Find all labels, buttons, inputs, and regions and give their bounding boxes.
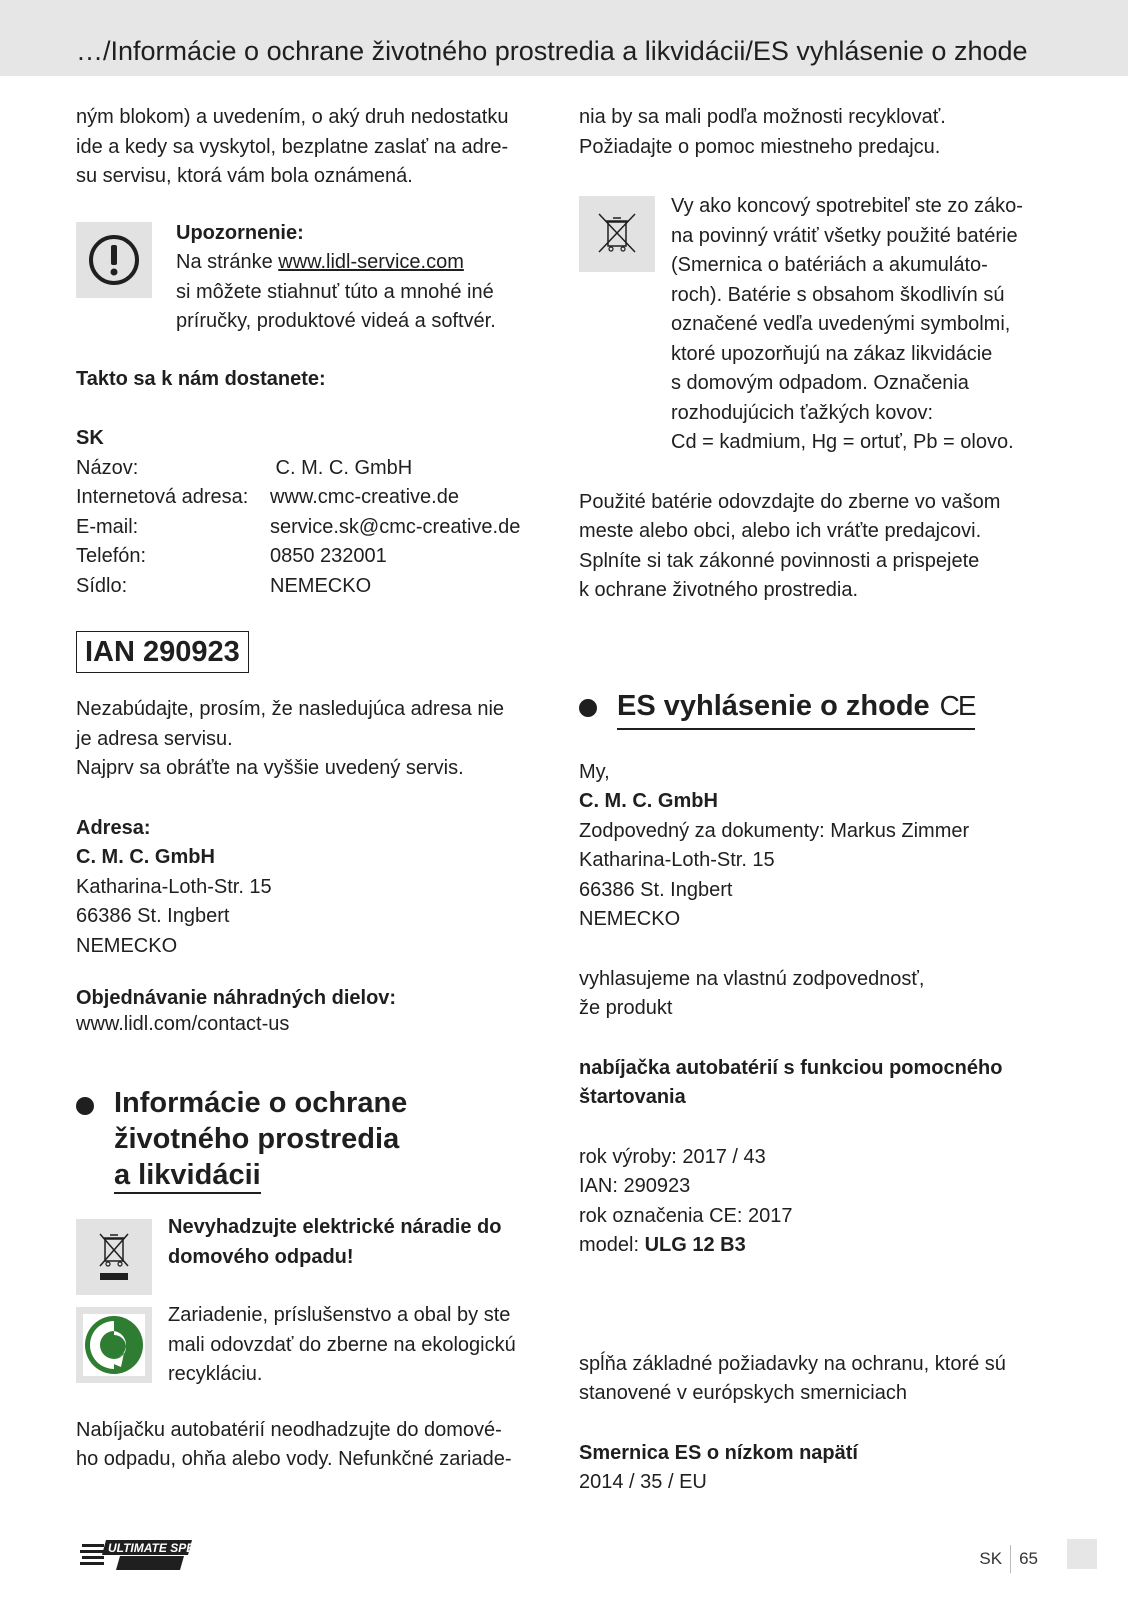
es-detail-line: IAN: 290923 xyxy=(579,1175,691,1197)
recycle-text xyxy=(168,1304,516,1390)
env-title-line: životného prostredia xyxy=(114,1123,400,1155)
battery-line: Vy ako koncový spotrebiteľ ste zo záko- xyxy=(671,195,1023,217)
left-column xyxy=(76,103,546,1475)
battery-return-line: Použité batérie odovzdajte do zberne vo vašom xyxy=(579,490,1001,513)
logo-text: ULTIMATE SPEED xyxy=(108,1541,211,1555)
disposal-line: ho odpadu, ohňa alebo vody. Nefunkčné zariade- xyxy=(76,1448,512,1470)
es-section-heading xyxy=(579,686,1059,730)
battery-return-line: Splníte si tak zákonné povinnosti a prispejete xyxy=(579,549,980,572)
address-line: NEMECKO xyxy=(76,934,178,957)
es-address-line: Katharina-Loth-Str. 15 xyxy=(579,849,775,871)
page-footer xyxy=(979,1545,1038,1573)
lidl-service-link[interactable]: www.lidl-service.com xyxy=(278,251,464,273)
contact-value: service.sk@cmc-creative.de xyxy=(270,515,521,538)
note-line: si môžete stiahnuť túto a mnohé iné xyxy=(176,280,494,303)
model-label: model: xyxy=(579,1234,645,1256)
weee-row xyxy=(76,1216,546,1295)
footer-language: SK xyxy=(979,1549,1003,1568)
note-line: príručky, produktové videá a softvér. xyxy=(176,310,496,332)
es-complies-line: stanovené v európskych smerniciach xyxy=(579,1382,907,1404)
es-model-line xyxy=(579,1231,1059,1261)
es-detail-line: rok výroby: 2017 / 43 xyxy=(579,1145,766,1168)
note-prefix: Na stránke xyxy=(176,251,279,273)
country-label: SK xyxy=(76,427,104,449)
es-complies-line: spĺňa základné požiadavky na ochranu, ktoré sú xyxy=(579,1352,1006,1375)
bullet-icon xyxy=(76,1097,94,1115)
address-company: C. M. C. GmbH xyxy=(76,846,215,868)
es-detail-line: rok označenia CE: 2017 xyxy=(579,1204,793,1227)
intro-line: ným blokom) a uvedením, o aký druh nedostatku xyxy=(76,106,509,128)
footer-divider xyxy=(1010,1545,1011,1573)
recycle-line: mali odovzdať do zberne na ekologickú xyxy=(168,1333,516,1356)
es-declare-line: vyhlasujeme na vlastnú zodpovednosť, xyxy=(579,967,925,990)
battery-line: označené vedľa uvedenými symbolmi, xyxy=(671,313,1011,335)
notice-line: Nezabúdajte, prosím, že nasledujúca adresa nie xyxy=(76,698,505,720)
contact-row xyxy=(76,454,546,484)
es-section-title xyxy=(617,686,975,730)
page-header-title: …/Informácie o ochrane životného prostredia a likvidácii/ES vyhlásenie o zhode xyxy=(76,36,1028,66)
address-line: Katharina-Loth-Str. 15 xyxy=(76,875,272,898)
es-company: C. M. C. GmbH xyxy=(579,790,718,812)
page-tab-marker xyxy=(1067,1539,1097,1569)
intro-line: su servisu, ktorá vám bola oznámená. xyxy=(76,165,413,187)
note-text xyxy=(176,222,496,337)
note-line xyxy=(176,248,496,278)
contact-label: Telefón: xyxy=(76,545,147,567)
intro-line: ide a kedy sa vyskytol, bezplatne zaslať na adre- xyxy=(76,135,509,158)
contact-value: NEMECKO xyxy=(270,574,372,597)
right-column xyxy=(579,103,1059,1498)
battery-return-line: meste alebo obci, alebo ich vráťte predajcovi. xyxy=(579,520,982,542)
battery-line: rozhodujúcich ťažkých kovov: xyxy=(671,401,934,424)
crossed-battery-bin-icon xyxy=(579,196,655,272)
recycle-row xyxy=(76,1304,546,1390)
es-declare-line: že produkt xyxy=(579,997,673,1019)
ce-mark-icon: CE xyxy=(939,689,975,721)
ian-box: IAN 290923 xyxy=(76,631,249,673)
parts-url: www.lidl.com/contact-us xyxy=(76,1013,290,1035)
contact-row xyxy=(76,542,546,572)
battery-return-line: k ochrane životného prostredia. xyxy=(579,579,859,601)
contact-value: C. M. C. GmbH xyxy=(270,456,413,479)
es-product-line: nabíjačka autobatérií s funkciou pomocného xyxy=(579,1056,1003,1079)
note-title: Upozornenie: xyxy=(176,221,304,244)
parts-label: Objednávanie náhradných dielov: xyxy=(76,987,397,1009)
env-section-title xyxy=(114,1085,407,1193)
contact-value: 0850 232001 xyxy=(270,545,387,567)
battery-line: s domovým odpadom. Označenia xyxy=(671,372,969,394)
notice-line: je adresa servisu. xyxy=(76,727,233,750)
page-number: 65 xyxy=(1019,1549,1038,1568)
battery-text xyxy=(671,192,1023,458)
env-section-heading xyxy=(76,1085,546,1193)
directive-value: 2014 / 35 / EU xyxy=(579,1471,707,1493)
address-line: 66386 St. Ingbert xyxy=(76,905,230,927)
battery-line: na povinný vrátiť všetky použité batérie xyxy=(671,224,1018,247)
battery-line: (Smernica o batériách a akumuláto- xyxy=(671,254,988,276)
weee-line: domového odpadu! xyxy=(168,1245,354,1268)
env-title-line: a likvidácii xyxy=(114,1159,261,1194)
contact-row xyxy=(76,572,546,602)
weee-text xyxy=(168,1216,502,1295)
es-address-line: 66386 St. Ingbert xyxy=(579,878,733,901)
disposal-line: Nabíjačku autobatérií neodhadzujte do domové- xyxy=(76,1418,502,1441)
warning-icon xyxy=(76,222,152,298)
contact-label: Sídlo: xyxy=(76,574,128,597)
model-value: ULG 12 B3 xyxy=(644,1234,746,1256)
notice-line: Najprv sa obráťte na vyššie uvedený servis. xyxy=(76,757,464,779)
recycle-line: Zariadenie, príslušenstvo a obal by ste xyxy=(168,1304,511,1326)
contact-label: Názov: xyxy=(76,456,139,479)
contact-row xyxy=(76,483,546,513)
battery-line: ktoré upozorňujú na zákaz likvidácie xyxy=(671,342,993,365)
es-responsible: Zodpovedný za dokumenty: Markus Zimmer xyxy=(579,819,970,842)
es-address-line: NEMECKO xyxy=(579,908,681,930)
battery-row xyxy=(579,192,1059,458)
bullet-icon xyxy=(579,699,597,717)
crossed-bin-icon xyxy=(76,1219,152,1295)
right-intro-line: nia by sa mali podľa možnosti recyklovať. xyxy=(579,106,946,128)
weee-line: Nevyhadzujte elektrické náradie do xyxy=(168,1216,502,1238)
es-product-line: štartovania xyxy=(579,1086,686,1108)
es-we: My, xyxy=(579,760,610,783)
recycle-line: recykláciu. xyxy=(168,1363,263,1385)
green-dot-recycle-icon xyxy=(76,1307,152,1383)
ultimate-speed-logo xyxy=(80,1538,211,1577)
battery-line: Cd = kadmium, Hg = ortuť, Pb = olovo. xyxy=(671,431,1014,453)
env-title-line: Informácie o ochrane xyxy=(114,1087,408,1119)
es-title-text: ES vyhlásenie o zhode xyxy=(617,689,930,722)
address-label: Adresa: xyxy=(76,816,151,839)
note-block xyxy=(76,222,546,337)
directive-title: Smernica ES o nízkom napätí xyxy=(579,1441,858,1464)
contact-label: Internetová adresa: xyxy=(76,486,249,508)
battery-line: roch). Batérie s obsahom škodlivín sú xyxy=(671,283,1005,306)
contact-label: E-mail: xyxy=(76,515,139,538)
contact-row xyxy=(76,513,546,543)
contact-value: www.cmc-creative.de xyxy=(270,486,459,508)
right-intro-line: Požiadajte o pomoc miestneho predajcu. xyxy=(579,135,941,158)
contact-heading: Takto sa k nám dostanete: xyxy=(76,367,326,390)
